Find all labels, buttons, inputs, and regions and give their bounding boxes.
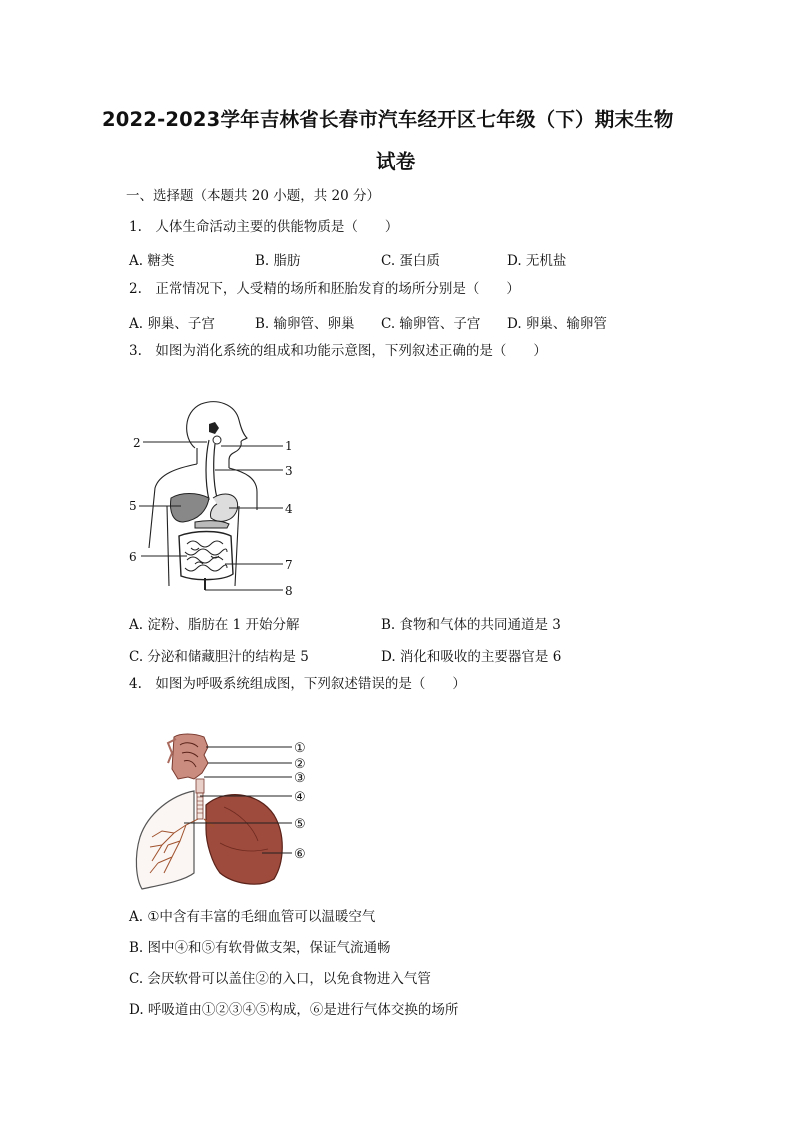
- page-title: 2022-2023学年吉林省长春市汽车经开区七年级（下）期末生物: [102, 108, 674, 131]
- question-1-option-d: D. 无机盐: [507, 253, 567, 269]
- question-2-option-c: C. 输卵管、子宫: [381, 316, 481, 332]
- question-1-stem: 1. 人体生命活动主要的供能物质是（ ）: [129, 219, 399, 235]
- respiratory-system-figure: [128, 733, 324, 891]
- question-4-option-a: A. ①中含有丰富的毛细血管可以温暖空气: [129, 909, 376, 925]
- figure2-label-6: ⑥: [294, 847, 306, 862]
- figure2-label-3: ③: [294, 771, 306, 786]
- figure1-label-5: 5: [129, 499, 137, 513]
- figure1-label-6: 6: [129, 550, 137, 564]
- question-3-option-d: D. 消化和吸收的主要器官是 6: [381, 649, 562, 665]
- figure2-label-5: ⑤: [294, 817, 306, 832]
- question-4-option-d: D. 呼吸道由①②③④⑤构成，⑥是进行气体交换的场所: [129, 1002, 459, 1018]
- question-3-option-b: B. 食物和气体的共同通道是 3: [381, 617, 561, 633]
- figure2-label-4: ④: [294, 790, 306, 805]
- figure1-label-4: 4: [285, 502, 293, 516]
- figure1-label-2: 2: [133, 436, 141, 450]
- question-3-stem: 3. 如图为消化系统的组成和功能示意图，下列叙述正确的是（ ）: [129, 343, 547, 359]
- question-3-option-c: C. 分泌和储藏胆汁的结构是 5: [129, 649, 309, 665]
- section-header: 一、选择题（本题共 20 小题，共 20 分）: [126, 188, 381, 204]
- question-1-option-b: B. 脂肪: [255, 253, 301, 269]
- figure2-label-1: ①: [294, 741, 306, 756]
- digestive-system-figure: [125, 398, 315, 603]
- question-2-option-a: A. 卵巢、子宫: [129, 316, 215, 332]
- question-1-option-c: C. 蛋白质: [381, 253, 440, 269]
- figure2-label-2: ②: [294, 757, 306, 772]
- question-4-option-c: C. 会厌软骨可以盖住②的入口，以免食物进入气管: [129, 971, 431, 987]
- question-4-option-b: B. 图中④和⑤有软骨做支架，保证气流通畅: [129, 940, 391, 956]
- figure1-label-1: 1: [285, 439, 293, 453]
- page-title-continued: 试卷: [376, 150, 416, 173]
- figure1-label-8: 8: [285, 584, 293, 598]
- question-2-option-d: D. 卵巢、输卵管: [507, 316, 607, 332]
- question-2-option-b: B. 输卵管、卵巢: [255, 316, 355, 332]
- figure1-label-3: 3: [285, 464, 293, 478]
- question-4-stem: 4. 如图为呼吸系统组成图，下列叙述错误的是（ ）: [129, 676, 466, 692]
- question-3-option-a: A. 淀粉、脂肪在 1 开始分解: [129, 617, 300, 633]
- question-2-stem: 2. 正常情况下，人受精的场所和胚胎发育的场所分别是（ ）: [129, 281, 520, 297]
- figure1-label-7: 7: [285, 558, 293, 572]
- question-1-option-a: A. 糖类: [129, 253, 175, 269]
